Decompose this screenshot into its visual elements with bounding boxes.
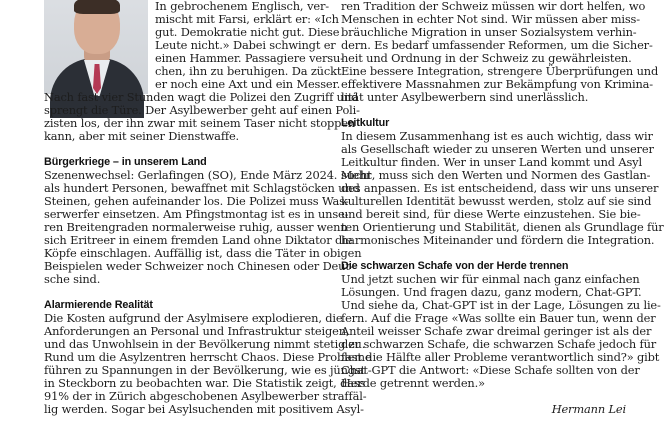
text-line: Köpfe einschlagen. Auffällig ist, dass die Täter in obigen <box>44 246 362 260</box>
text-line: serwerfer einsetzen. Am Pfingstmontag ist es in unse- <box>44 207 349 221</box>
text-line: sprengt die Türe. Der Asylbewerber geht auf einen Poli- <box>44 103 360 117</box>
text-line: Anteil weisser Schafe zwar dreimal geringer ist als der <box>341 324 652 338</box>
section-heading: Die schwarzen Schafe von der Herde trennen <box>341 260 569 272</box>
text-line: Herde getrennt werden.» <box>341 376 485 390</box>
text-line: ren Tradition der Schweiz müssen wir dort helfen, wo <box>341 0 646 13</box>
text-line: Und jetzt suchen wir für einmal nach ganz einfachen <box>341 272 640 286</box>
beside-photo-text <box>155 0 344 91</box>
text-line: heit und Ordnung in der Schweiz zu gewährleisten. <box>341 51 632 65</box>
text-line: er noch eine Axt und ein Messer. <box>155 77 341 91</box>
text-line: und bereit sind, für diese Werte einzustehen. Sie bie- <box>341 207 641 221</box>
text-line: der schwarzen Schafe, die schwarzen Schafe jedoch für <box>341 337 657 351</box>
author-signature: Hermann Lei <box>551 402 626 416</box>
text-line: sche sind. <box>44 272 101 286</box>
text-line: als hundert Personen, bewaffnet mit Schlagstöcken und <box>44 181 360 195</box>
text-line: Und siehe da, Chat-GPT ist in der Lage, Lösungen zu lie- <box>341 298 661 312</box>
text-line: fast die Hälfte aller Probleme verantwortlich sind?» gibt <box>341 350 660 364</box>
text-line: Leitkultur finden. Wer in unser Land kommt und Asyl <box>341 155 642 169</box>
section-heading: Bürgerkriege – in unserem Land <box>44 156 207 168</box>
text-line: als Gesellschaft wieder zu unseren Werten und unserer <box>341 142 654 156</box>
text-line: in Steckborn zu beobachten war. Die Statistik zeigt, dass <box>44 376 366 390</box>
text-line: Steinen, gehen aufeinander los. Die Polizei muss Was- <box>44 194 349 208</box>
text-line: ren Breitengraden normalerweise ruhig, ausser wenn <box>44 220 348 234</box>
text-line: einen Hammer. Passagiere versu- <box>155 51 344 65</box>
text-line: zisten los, der ihn zwar mit seinem Taser nicht stoppen <box>44 116 356 130</box>
text-line: Beispielen weder Schweizer noch Chinesen oder Deut- <box>44 259 354 273</box>
text-line: Szenenwechsel: Gerlafingen (SO), Ende März 2024. Mehr <box>44 168 372 182</box>
intro-paragraph <box>44 90 360 143</box>
text-line: lität unter Asylbewerbern sind unerlässlich. <box>341 90 589 104</box>
text-line: Menschen in echter Not sind. Wir müssen aber miss- <box>341 12 640 26</box>
section-paragraph <box>44 168 372 286</box>
text-line: des anpassen. Es ist entscheidend, dass wir uns unserer <box>341 181 659 195</box>
text-line: fern. Auf die Frage «Was sollte ein Bauer tun, wenn der <box>341 311 656 325</box>
text-line: kulturellen Identität bewusst werden, stolz auf sie sind <box>341 194 652 208</box>
text-line: Lösungen. Und fragen dazu, ganz modern, Chat-GPT. <box>341 285 642 299</box>
text-line: lig werden. Sogar bei Asylsuchenden mit positivem Asyl- <box>44 402 364 416</box>
section-heading: Alarmierende Realität <box>44 299 153 311</box>
text-line: In gebrochenem Englisch, ver- <box>155 0 329 13</box>
text-line: ten Orientierung und Stabilität, dienen als Grundlage für <box>341 220 664 234</box>
right-column <box>341 0 664 416</box>
text-line: und das Unwohlsein in der Bevölkerung nimmt stetig zu. <box>44 337 366 351</box>
text-line: mischt mit Farsi, erklärt er: «Ich <box>155 12 339 26</box>
text-line: kann, aber mit seiner Dienstwaffe. <box>44 129 240 143</box>
text-line: effektivere Massnahmen zur Bekämpfung von Krimina- <box>341 77 653 91</box>
text-line: Anforderungen an Personal und Infrastruktur steigen, <box>44 324 350 338</box>
text-line: 91% der in Zürich abgeschobenen Asylbewerber straffäl- <box>44 389 367 403</box>
section-heading: Leitkultur <box>341 117 390 129</box>
text-line: führen zu Spannungen in der Bevölkerung, wie es jüngst <box>44 363 366 377</box>
text-line: bräuchliche Migration in unser Sozialsystem verhin- <box>341 25 637 39</box>
text-line: chen, ihn zu beruhigen. Da zückt <box>155 64 342 78</box>
text-line: harmonisches Miteinander und fördern die Integration. <box>341 233 655 247</box>
section-paragraph <box>44 311 372 416</box>
text-line: In diesem Zusammenhang ist es auch wichtig, dass wir <box>341 129 653 143</box>
text-line: dern. Es bedarf umfassender Reformen, um die Sicher- <box>341 38 653 52</box>
text-line: Die Kosten aufgrund der Asylmisere explodieren, die <box>44 311 343 325</box>
text-line: Leute nicht.» Dabei schwingt er <box>155 38 336 52</box>
text-line: gut. Demokratie nicht gut. Diese <box>155 25 340 39</box>
text-line: Nach fast vier Stunden wagt die Polizei den Zugriff und <box>44 90 359 104</box>
text-line: sucht, muss sich den Werten und Normen des Gastlan- <box>341 168 651 182</box>
text-line: Chat-GPT die Antwort: «Diese Schafe sollten von der <box>341 363 640 377</box>
intro-paragraph <box>341 0 659 104</box>
section-paragraph <box>341 272 661 390</box>
section-paragraph <box>341 129 664 247</box>
text-line: Rund um die Asylzentren herrscht Chaos. Diese Probleme <box>44 350 372 364</box>
text-line: sich Eritreer in einem fremden Land ohne Diktator die <box>44 233 353 247</box>
text-line: Eine bessere Integration, strengere Überprüfungen und <box>341 64 659 78</box>
